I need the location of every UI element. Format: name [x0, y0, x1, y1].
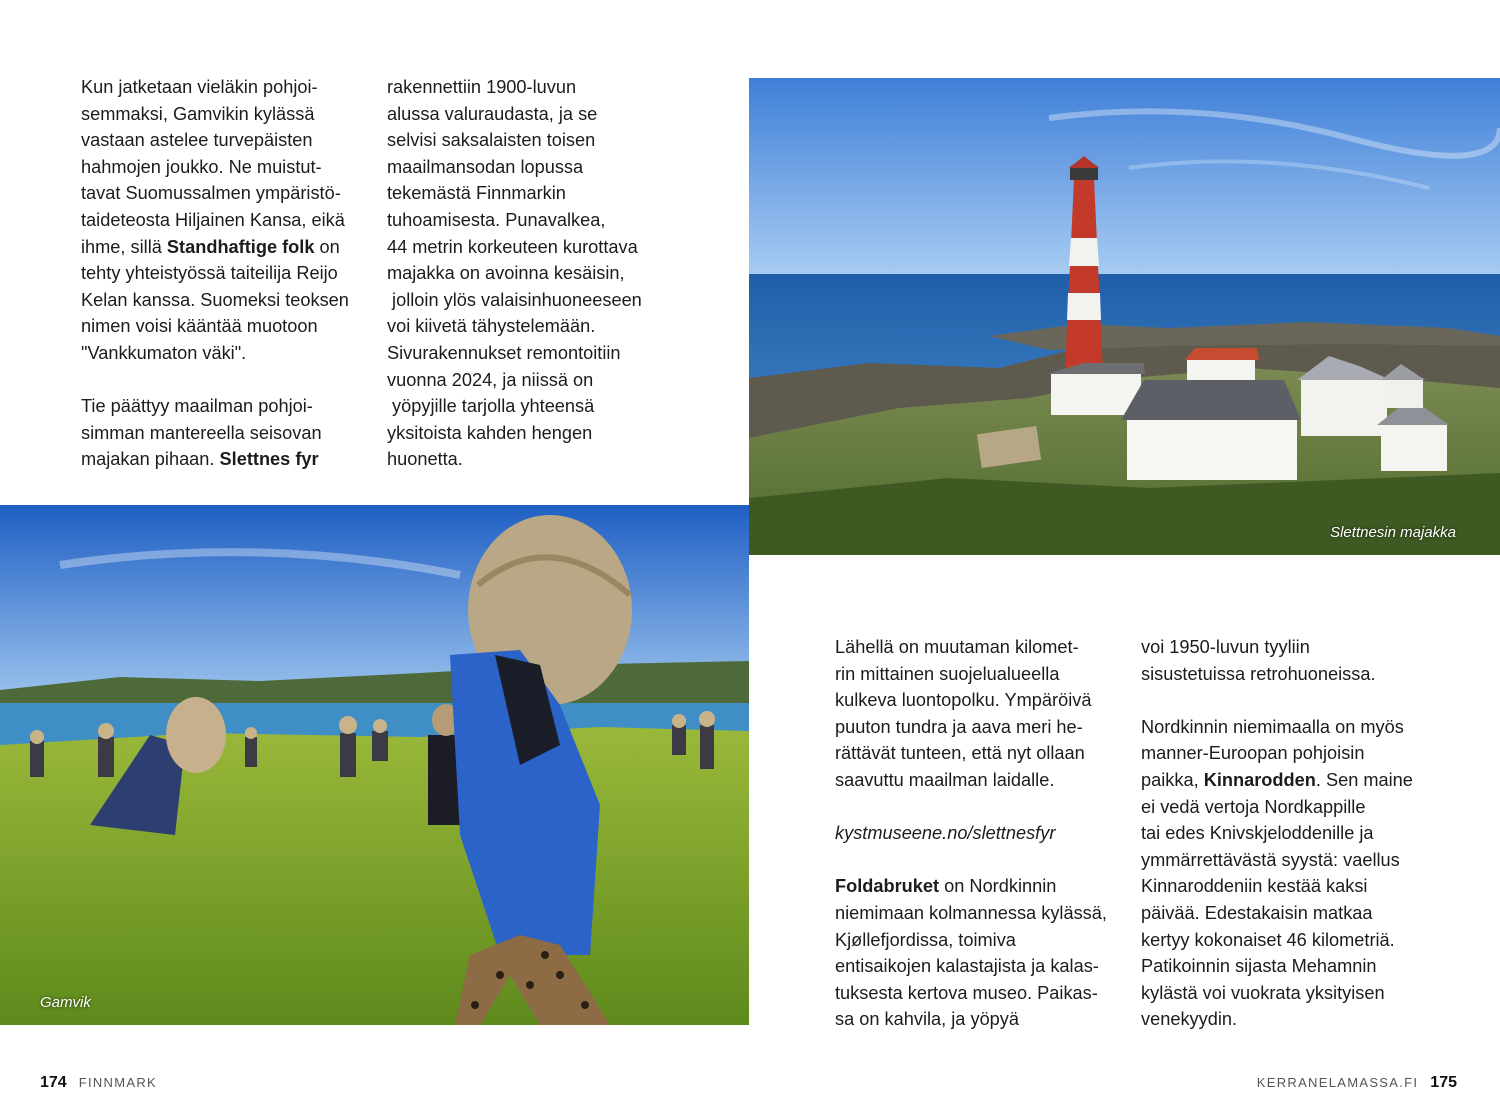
paragraph: Lähellä on muutaman kilomet- rin mittainen suojelualueella kulkeva luontopolku. Ympäröivä puuton tundra ja aava meri he- rättävät tunteen, että nyt ollaan saavuttu maailman laidalle.	[835, 637, 1092, 790]
page-number: 175	[1430, 1074, 1457, 1091]
paragraph: voi 1950-luvun tyyliin sisustetuissa retrohuoneissa.	[1141, 637, 1376, 684]
paragraph: Tie päättyy maailman pohjoi- simman mantereella seisovan majakan pihaan. Slettnes fyr	[81, 396, 322, 470]
lighthouse-illustration	[749, 78, 1500, 555]
lighthouse-photo	[749, 78, 1500, 555]
paragraph: Kun jatketaan vieläkin pohjoi- semmaksi, Gamvikin kylässä vastaan astelee turvepäisten hahmojen joukko. Ne muistut- tavat Suomussalmen ympäristö- taideteosta Hiljainen Kansa, eikä ihme, sillä Standhaftige folk on tehty yhteistyössä taiteilija Reijo Kelan kanssa. Suomeksi teoksen nimen voisi kääntää muotoon "Vankkumaton väki".	[81, 77, 349, 363]
site-name: KERRANELAMASSA.FI	[1256, 1075, 1419, 1090]
paragraph: Nordkinnin niemimaalla on myös manner-Euroopan pohjoisin paikka, Kinnarodden. Sen maine ei vedä vertoja Nordkappille tai edes Knivskjeloddenille ja ymmärrettävästä syystä: vaellus Kinnaroddeniin kestää kaksi päivää. Edestakaisin matkaa kertyy kokonaiset 46 kilometriä. Patikoinnin sijasta Mehamnin kylästä voi vuokrata yksityisen venekyydin.	[1141, 716, 1413, 1030]
highlight-kinnarodden: Kinnarodden	[1203, 769, 1316, 790]
paragraph: Foldabruket on Nordkinnin niemimaan kolmannessa kylässä, Kjøllefjordissa, toimiva entisaikojen kalastajista ja kalas- tuksesta kertova museo. Paikas- sa on kahvila, ja yöpyä	[835, 876, 1107, 1030]
gamvik-sculptures-illustration	[0, 505, 749, 1025]
article-column-2	[387, 74, 642, 473]
article-column-4	[1141, 634, 1413, 1033]
paragraph: rakennettiin 1900-luvun alussa valuraudasta, ja se selvisi saksalaisten toisen maailmansodan lopussa tekemästä Finnmarkin tuhoamisesta. Punavalkea, 44 metrin korkeuteen kurottava majakka on avoinna kesäisin, jolloin ylös valaisinhuoneeseen voi kiivetä tähystelemään. Sivurakennukset remontoitiin vuonna 2024, ja niissä on yöpyjille tarjolla yhteensä yksitoista kahden hengen huonetta.	[387, 77, 642, 470]
highlight-foldabruket: Foldabruket	[835, 876, 940, 897]
page-number: 174	[40, 1074, 67, 1091]
highlight-slettnes-fyr: Slettnes fyr	[219, 449, 319, 470]
paragraph	[835, 820, 1107, 847]
website-link[interactable]: kystmuseene.no/slettnesfyr	[835, 823, 1056, 844]
gamvik-photo	[0, 505, 749, 1025]
article-column-3	[835, 634, 1107, 1033]
photo-caption: Slettnesin majakka	[1330, 524, 1456, 541]
article-column-1	[81, 74, 349, 473]
photo-caption: Gamvik	[40, 994, 91, 1011]
highlight-standhaftige-folk: Standhaftige folk	[166, 236, 315, 257]
section-name: FINNMARK	[78, 1075, 157, 1090]
page-footer-right	[1257, 1074, 1457, 1092]
page-footer-left	[40, 1074, 157, 1092]
